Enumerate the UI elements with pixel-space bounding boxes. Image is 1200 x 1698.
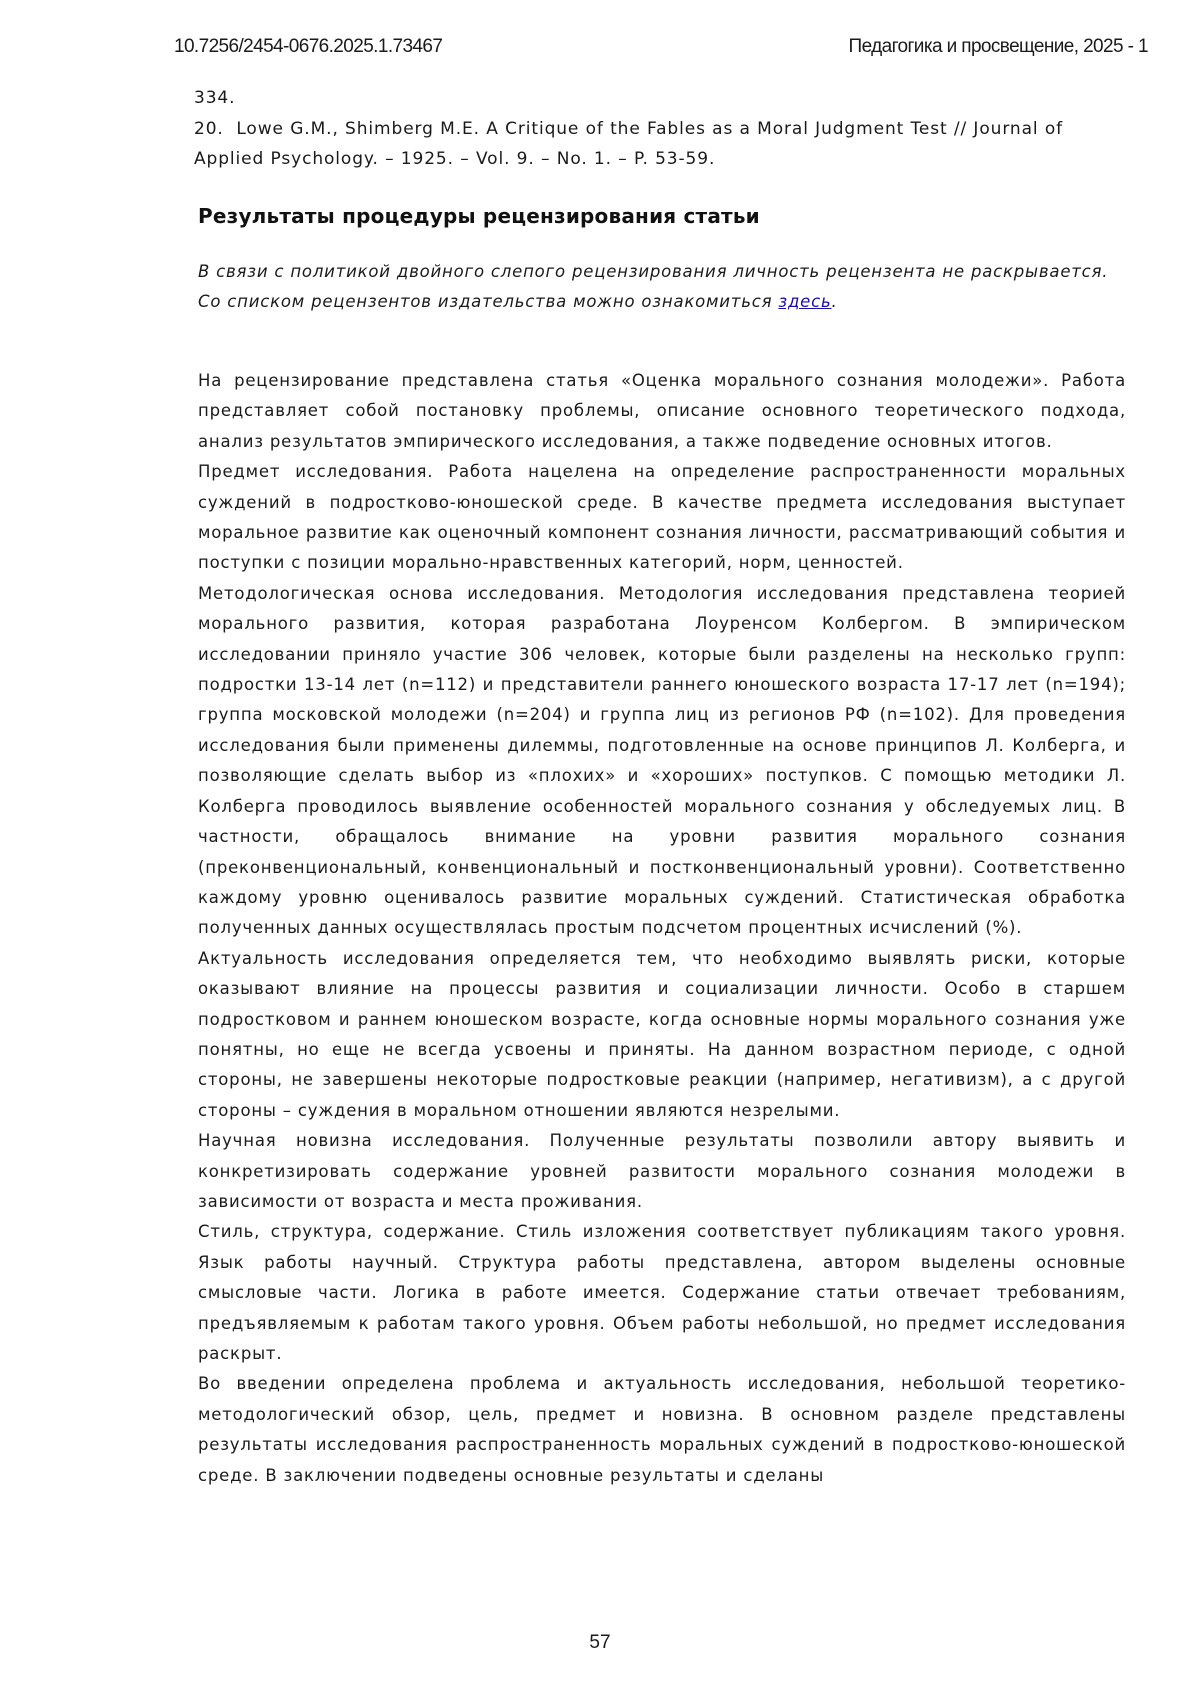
review-body: [198, 366, 1126, 1491]
review-paragraph: Методологическая основа исследования. Методология исследования представлена теорией морального развития, которая разработана Лоуренсом Колбергом. В эмпирическом исследовании приняло участие 306 человек, которые были разделены на несколько групп: подростки 13-14 лет (n=112) и представители раннего юношеского возраста 17-17 лет (n=194); группа московской молодежи (n=204) и группа лиц из регионов РФ (n=102). Для проведения исследования были применены дилеммы, подготовленные на основе принципов Л. Колберга, и позволяющие сделать выбор из «плохих» и «хороших» поступков. С помощью методики Л. Колберга проводилось выявление особенностей морального сознания у обследуемых лиц. В частности, обращалось внимание на уровни развития морального сознания (преконвенциональный, конвенциональный и постконвенциональный уровни). Соответственно каждому уровню оценивалось развитие моральных суждений. Статистическая обработка полученных данных осуществлялась простым подсчетом процентных исчислений (%).: [198, 579, 1126, 944]
review-paragraph: На рецензирование представлена статья «Оценка морального сознания молодежи». Работа представляет собой постановку проблемы, описание основного теоретического подхода, анализ результатов эмпирического исследования, а также подведение основных итогов.: [198, 366, 1126, 457]
review-paragraph: Во введении определена проблема и актуальность исследования, небольшой теоретико-методологический обзор, цель, предмет и новизна. В основном разделе представлены результаты исследования распространенность моральных суждений в подростково-юношеской среде. В заключении подведены основные результаты и сделаны: [198, 1369, 1126, 1491]
review-paragraph: Актуальность исследования определяется тем, что необходимо выявлять риски, которые оказывают влияние на процессы развития и социализации личности. Особо в старшем подростковом и раннем юношеском возрасте, когда основные нормы морального сознания уже понятны, но еще не всегда усвоены и приняты. На данном возрастном периоде, с одной стороны, не завершены некоторые подростковые реакции (например, негативизм), а с другой стороны – суждения в моральном отношении являются незрелыми.: [198, 944, 1126, 1126]
page-number: 57: [0, 1632, 1200, 1654]
blind-review-notice: В связи с политикой двойного слепого рецензирования личность рецензента не раскрывается.: [198, 257, 1126, 287]
reviewers-list-notice: [198, 287, 1126, 317]
review-section-title: Результаты процедуры рецензирования статьи: [198, 204, 760, 228]
review-paragraph: Предмет исследования. Работа нацелена на определение распространенности моральных суждений в подростково-юношеской среде. В качестве предмета исследования выступает моральное развитие как оценочный компонент сознания личности, рассматривающий события и поступки с позиции морально-нравственных категорий, норм, ценностей.: [198, 457, 1126, 579]
reference-continuation: 334.: [194, 83, 1120, 113]
reviewers-list-link[interactable]: здесь: [778, 292, 831, 311]
review-paragraph: Стиль, структура, содержание. Стиль изложения соответствует публикациям такого уровня. Язык работы научный. Структура работы представлена, автором выделены основные смысловые части. Логика в работе имеется. Содержание статьи отвечает требованиям, предъявляемым к работам такого уровня. Объем работы небольшой, но предмет исследования раскрыт.: [198, 1217, 1126, 1369]
review-paragraph: Научная новизна исследования. Полученные результаты позволили автору выявить и конкретизировать содержание уровней развитости морального сознания молодежи в зависимости от возраста и места проживания.: [198, 1126, 1126, 1217]
reviewers-list-prefix: Со списком рецензентов издательства можно ознакомиться: [198, 292, 778, 311]
journal-header: Педагогика и просвещение, 2025 - 1: [849, 36, 1148, 58]
reference-number: 20.: [194, 119, 224, 139]
reference-text: Lowe G.M., Shimberg M.E. A Critique of the Fables as a Moral Judgment Test // Journal of Applied Psychology. – 1925. – Vol. 9. – No. 1. – P. 53-59.: [194, 119, 1063, 169]
reference-item-20: [194, 114, 1120, 174]
review-notice: [198, 257, 1126, 318]
doi-header: 10.7256/2454-0676.2025.1.73467: [174, 36, 442, 58]
reviewers-list-suffix: .: [832, 292, 838, 311]
